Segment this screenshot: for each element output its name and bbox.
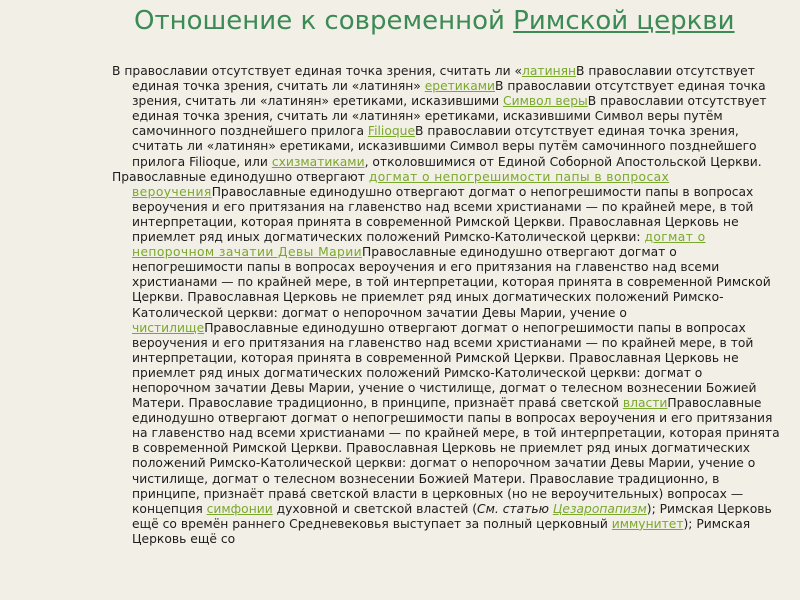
- text-run: ); Римская Церковь ещё со: [132, 516, 751, 546]
- text-run: Православные единодушно отвергают догмат о непогрешимости папы в вопросах вероучения и его притязания на главенство над всеми христианами — по крайней мере, в той интерпретации, которая принята в современной Римской Церкви. Православная Церковь не приемлет ряд иных догматических положений Римско-Католической церкви: догмат о непорочном зачатии Девы Марии, учение о чистилище, догмат о телесном вознесении Божией Матери. Православие традиционно, в принципе, признаёт права́ светской: [132, 320, 757, 411]
- inline-link[interactable]: схизматиками: [271, 154, 365, 169]
- inline-link[interactable]: Цезаропапизм: [552, 501, 647, 516]
- inline-link[interactable]: латинян: [522, 64, 577, 78]
- text-run: В православии отсутствует единая точка зрения, считать ли «латинян» еретиками, исказившими Символ веры путём самочинного позднейшего прилога: [132, 94, 767, 139]
- text-run: Православные единодушно отвергают догмат о непогрешимости папы в вопросах вероучения и его притязания на главенство над всеми христианами — по крайней мере, в той интерпретации, которая принята в современной Римской Церкви. Православная Церковь не приемлет ряд иных догматических положений Римско-Католической церкви: догмат о непорочном зачатии Девы Марии, учение о: [132, 245, 771, 320]
- text-run: духовной и светской властей (: [272, 501, 478, 516]
- inline-link[interactable]: чистилище: [132, 320, 205, 335]
- text-run: В православии отсутствует единая точка зрения, считать ли «латинян»: [132, 64, 755, 94]
- text-run: В православии отсутствует единая точка зрения, считать ли «: [112, 64, 523, 78]
- text-run: В православии отсутствует единая точка зрения, считать ли «латинян» еретиками, исказившими: [132, 79, 766, 109]
- inline-link[interactable]: еретиками: [424, 79, 496, 94]
- title-text: Отношение к современной: [134, 6, 514, 36]
- text-run: Православные единодушно отвергают: [112, 169, 369, 184]
- inline-link[interactable]: иммунитет: [611, 516, 684, 531]
- paragraph-latins: [112, 64, 784, 170]
- inline-link[interactable]: власти: [622, 396, 668, 411]
- inline-link[interactable]: Символ веры: [503, 94, 588, 109]
- inline-link[interactable]: Filioque: [367, 124, 416, 139]
- text-run: ); Римская Церковь ещё со времён раннего Средневековья выступает за полный церковный: [132, 501, 772, 531]
- slide-body: [112, 64, 784, 547]
- text-run: В православии отсутствует единая точка зрения, считать ли «латинян» еретиками, исказившими Символ веры путём самочинного позднейшего прилога Filioque, или: [132, 124, 757, 169]
- slide-title: [134, 6, 735, 36]
- text-run: , отколовшимися от Единой Соборной Апостольской Церкви.: [364, 154, 762, 169]
- text-run: См. статью: [477, 501, 553, 516]
- paragraph-dogmas: [112, 170, 784, 547]
- text-run: Православные единодушно отвергают догмат о непогрешимости папы в вопросах вероучения и его притязания на главенство над всеми христианами — по крайней мере, в той интерпретации, которая принята в современной Римской Церкви. Православная Церковь не приемлет ряд иных догматических положений Римско-Католической церкви:: [132, 184, 754, 245]
- text-run: Православные единодушно отвергают догмат о непогрешимости папы в вопросах вероучения и его притязания на главенство над всеми христианами — по крайней мере, в той интерпретации, которая принята в современной Римской Церкви. Православная Церковь не приемлет ряд иных догматических положений Римско-Католической церкви: догмат о непорочном зачатии Девы Марии, учение о чистилище, догмат о телесном вознесении Божией Матери. Православие традиционно, в принципе, признаёт права́ светской власти в церковных (но не вероучительных) вопросах — концепция: [132, 396, 780, 516]
- inline-link[interactable]: догмат о непорочном зачатии Девы Марии: [132, 230, 706, 260]
- inline-link[interactable]: симфонии: [206, 501, 273, 516]
- title-link-roman-church[interactable]: Римской церкви: [513, 6, 735, 36]
- inline-link[interactable]: догмат о непогрешимости папы в вопросах вероучения: [132, 169, 670, 199]
